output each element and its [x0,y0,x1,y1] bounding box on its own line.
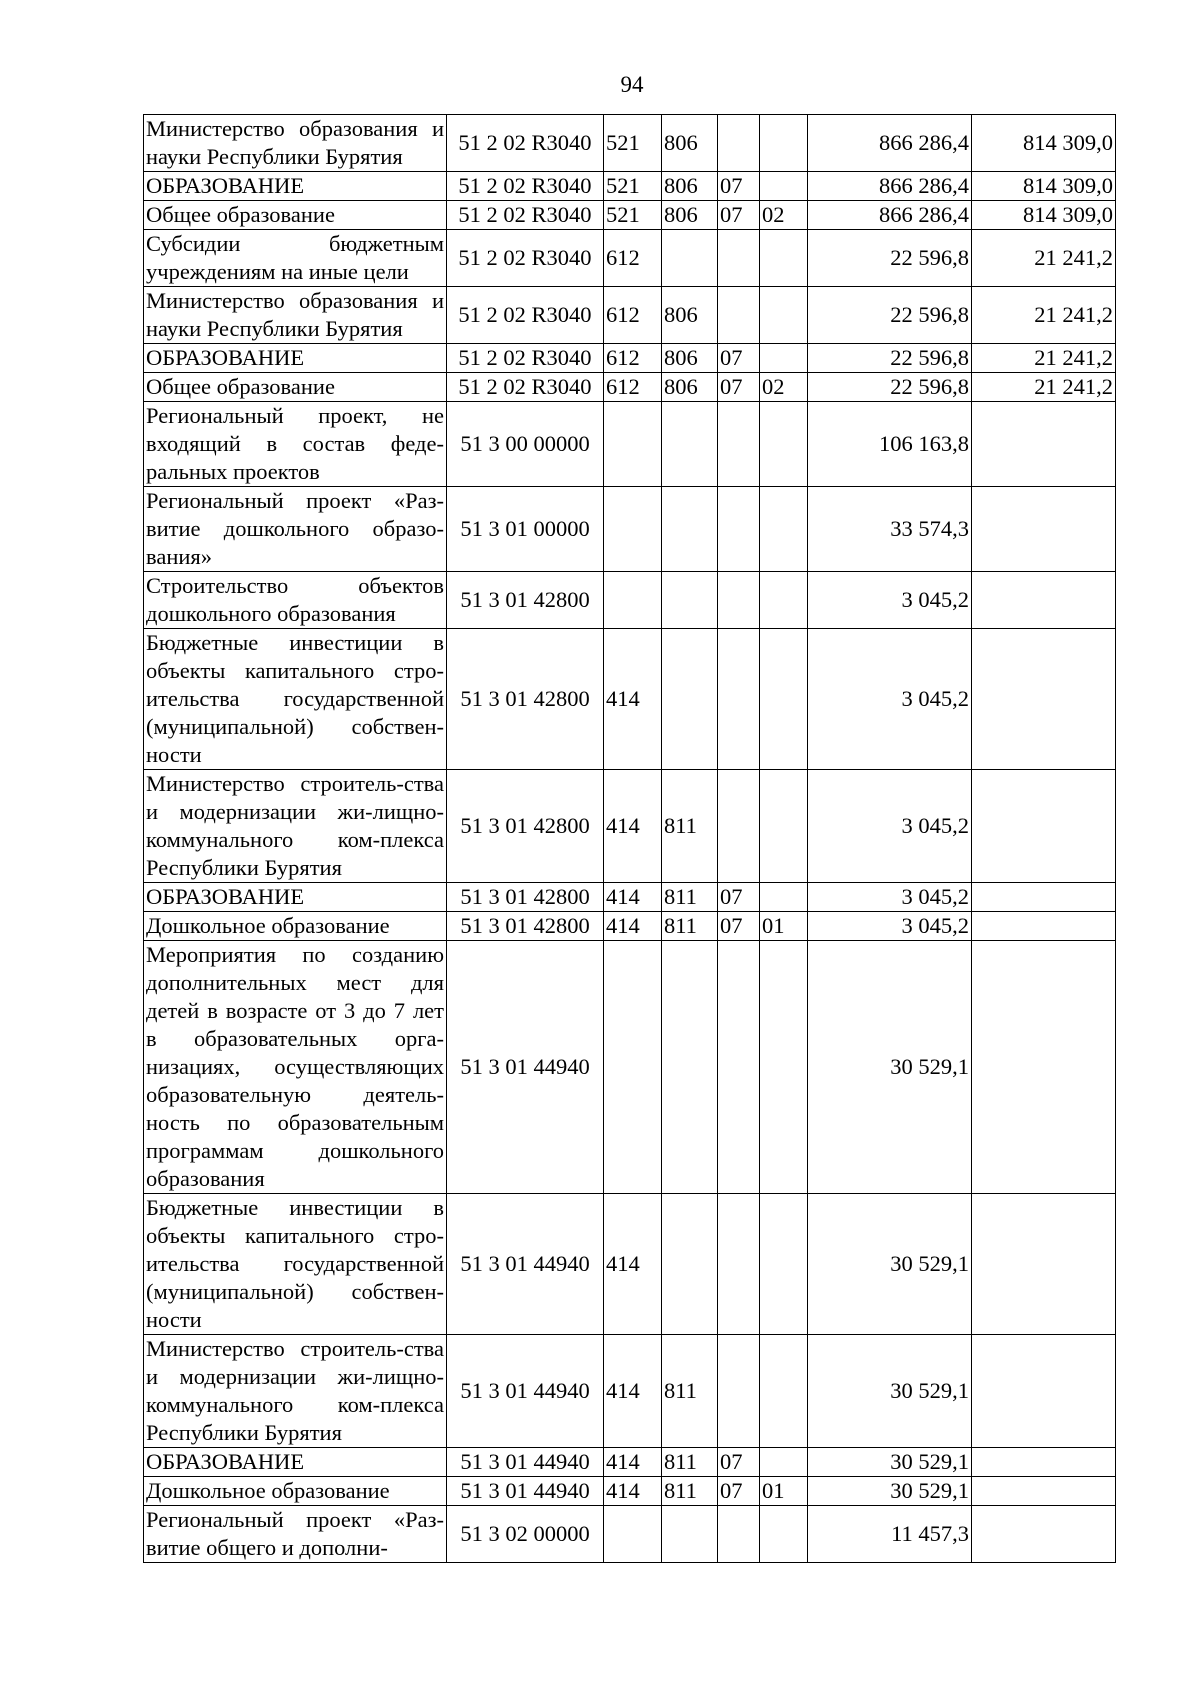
subsection-cell [760,344,808,373]
expense-type-cell: 414 [604,1194,662,1335]
target-article-cell: 51 3 02 00000 [447,1506,604,1563]
row-name-cell: Региональный проект «Раз-витие дошкольного образо-вания» [144,487,447,572]
amount-year1-cell: 30 529,1 [808,941,972,1194]
ministry-code-cell [662,1194,718,1335]
budget-table [143,114,1116,1563]
table-row [144,1448,1116,1477]
ministry-code-cell: 806 [662,373,718,402]
amount-year2-cell [972,1506,1116,1563]
ministry-code-cell: 811 [662,1477,718,1506]
row-name-cell: Министерство образования и науки Республики Бурятия [144,287,447,344]
amount-year1-cell: 3 045,2 [808,912,972,941]
expense-type-cell: 414 [604,1335,662,1448]
expense-type-cell [604,487,662,572]
ministry-code-cell: 806 [662,201,718,230]
ministry-code-cell [662,230,718,287]
section-cell: 07 [718,1477,760,1506]
amount-year1-cell: 3 045,2 [808,883,972,912]
subsection-cell [760,115,808,172]
row-name-cell: Мероприятия по созданию дополнительных мест для детей в возрасте от 3 до 7 лет в образовательных орга-низациях, осуществляющих образовательную деятель-ность по образовательным программам дошкольного образования [144,941,447,1194]
amount-year1-cell: 3 045,2 [808,770,972,883]
amount-year2-cell: 21 241,2 [972,344,1116,373]
row-name-cell: Бюджетные инвестиции в объекты капитального стро-ительства государственной (муниципальной) собствен-ности [144,1194,447,1335]
amount-year1-cell: 30 529,1 [808,1448,972,1477]
amount-year2-cell: 814 309,0 [972,115,1116,172]
amount-year1-cell: 11 457,3 [808,1506,972,1563]
table-row [144,373,1116,402]
subsection-cell: 02 [760,201,808,230]
subsection-cell [760,629,808,770]
section-cell: 07 [718,373,760,402]
table-row [144,172,1116,201]
amount-year2-cell [972,912,1116,941]
amount-year1-cell: 866 286,4 [808,172,972,201]
target-article-cell: 51 3 00 00000 [447,402,604,487]
expense-type-cell: 612 [604,373,662,402]
target-article-cell: 51 3 01 42800 [447,629,604,770]
table-row [144,287,1116,344]
row-name-cell: ОБРАЗОВАНИЕ [144,1448,447,1477]
section-cell [718,115,760,172]
table-row [144,941,1116,1194]
ministry-code-cell [662,941,718,1194]
expense-type-cell: 521 [604,172,662,201]
target-article-cell: 51 3 01 42800 [447,770,604,883]
amount-year2-cell [972,1335,1116,1448]
expense-type-cell [604,1506,662,1563]
row-name-cell: Строительство объектов дошкольного образования [144,572,447,629]
ministry-code-cell: 811 [662,1335,718,1448]
target-article-cell: 51 2 02 R3040 [447,201,604,230]
expense-type-cell: 414 [604,883,662,912]
expense-type-cell: 414 [604,1477,662,1506]
row-name-cell: ОБРАЗОВАНИЕ [144,172,447,201]
amount-year1-cell: 22 596,8 [808,373,972,402]
row-name-cell: Министерство строитель-ства и модернизации жи-лищно-коммунального ком-плекса Республики Бурятия [144,1335,447,1448]
section-cell [718,1335,760,1448]
row-name-cell: Дошкольное образование [144,912,447,941]
section-cell [718,487,760,572]
section-cell [718,572,760,629]
section-cell [718,1194,760,1335]
amount-year2-cell: 814 309,0 [972,172,1116,201]
amount-year1-cell: 22 596,8 [808,287,972,344]
subsection-cell [760,1448,808,1477]
table-row [144,201,1116,230]
row-name-cell: Министерство образования и науки Республики Бурятия [144,115,447,172]
amount-year1-cell: 30 529,1 [808,1194,972,1335]
ministry-code-cell: 806 [662,115,718,172]
subsection-cell [760,287,808,344]
amount-year1-cell: 3 045,2 [808,629,972,770]
amount-year2-cell [972,402,1116,487]
subsection-cell [760,883,808,912]
section-cell [718,941,760,1194]
ministry-code-cell: 811 [662,883,718,912]
row-name-cell: ОБРАЗОВАНИЕ [144,344,447,373]
row-name-cell: Министерство строитель-ства и модернизации жи-лищно-коммунального ком-плекса Республики Бурятия [144,770,447,883]
subsection-cell [760,770,808,883]
subsection-cell: 02 [760,373,808,402]
subsection-cell [760,230,808,287]
row-name-cell: ОБРАЗОВАНИЕ [144,883,447,912]
row-name-cell: Общее образование [144,201,447,230]
ministry-code-cell: 806 [662,172,718,201]
amount-year1-cell: 22 596,8 [808,344,972,373]
row-name-cell: Дошкольное образование [144,1477,447,1506]
expense-type-cell: 414 [604,629,662,770]
table-row [144,402,1116,487]
target-article-cell: 51 2 02 R3040 [447,172,604,201]
row-name-cell: Общее образование [144,373,447,402]
table-row [144,883,1116,912]
amount-year1-cell: 3 045,2 [808,572,972,629]
ministry-code-cell: 806 [662,287,718,344]
expense-type-cell: 414 [604,770,662,883]
section-cell: 07 [718,344,760,373]
target-article-cell: 51 3 01 42800 [447,572,604,629]
amount-year2-cell [972,1477,1116,1506]
amount-year2-cell [972,883,1116,912]
amount-year2-cell [972,572,1116,629]
section-cell [718,629,760,770]
subsection-cell [760,1194,808,1335]
table-row [144,230,1116,287]
row-name-cell: Региональный проект, не входящий в состав феде-ральных проектов [144,402,447,487]
row-name-cell: Региональный проект «Раз-витие общего и дополни- [144,1506,447,1563]
ministry-code-cell [662,629,718,770]
subsection-cell: 01 [760,1477,808,1506]
table-row [144,1477,1116,1506]
table-row [144,115,1116,172]
amount-year2-cell [972,770,1116,883]
ministry-code-cell: 811 [662,770,718,883]
amount-year2-cell [972,629,1116,770]
table-row [144,1506,1116,1563]
amount-year1-cell: 866 286,4 [808,201,972,230]
ministry-code-cell [662,487,718,572]
section-cell: 07 [718,201,760,230]
table-row [144,912,1116,941]
amount-year2-cell [972,941,1116,1194]
amount-year1-cell: 106 163,8 [808,402,972,487]
section-cell: 07 [718,912,760,941]
target-article-cell: 51 3 01 44940 [447,1477,604,1506]
target-article-cell: 51 2 02 R3040 [447,373,604,402]
target-article-cell: 51 3 01 42800 [447,912,604,941]
row-name-cell: Субсидии бюджетным учреждениям на иные цели [144,230,447,287]
section-cell: 07 [718,172,760,201]
ministry-code-cell [662,402,718,487]
amount-year2-cell: 814 309,0 [972,201,1116,230]
amount-year1-cell: 22 596,8 [808,230,972,287]
subsection-cell [760,941,808,1194]
ministry-code-cell: 806 [662,344,718,373]
ministry-code-cell [662,572,718,629]
table-row [144,572,1116,629]
page-number: 94 [620,72,644,97]
subsection-cell [760,572,808,629]
section-cell [718,230,760,287]
ministry-code-cell: 811 [662,912,718,941]
target-article-cell: 51 2 02 R3040 [447,287,604,344]
target-article-cell: 51 3 01 44940 [447,1335,604,1448]
expense-type-cell: 414 [604,912,662,941]
amount-year1-cell: 866 286,4 [808,115,972,172]
expense-type-cell [604,572,662,629]
expense-type-cell: 521 [604,115,662,172]
target-article-cell: 51 3 01 00000 [447,487,604,572]
section-cell: 07 [718,1448,760,1477]
subsection-cell [760,1335,808,1448]
amount-year1-cell: 30 529,1 [808,1335,972,1448]
target-article-cell: 51 3 01 44940 [447,1194,604,1335]
table-row [144,1194,1116,1335]
subsection-cell [760,402,808,487]
subsection-cell [760,1506,808,1563]
section-cell [718,287,760,344]
amount-year2-cell: 21 241,2 [972,230,1116,287]
expense-type-cell: 612 [604,344,662,373]
table-row [144,344,1116,373]
target-article-cell: 51 3 01 44940 [447,1448,604,1477]
table-row [144,770,1116,883]
subsection-cell: 01 [760,912,808,941]
subsection-cell [760,487,808,572]
row-name-cell: Бюджетные инвестиции в объекты капитального стро-ительства государственной (муниципальной) собствен-ности [144,629,447,770]
amount-year2-cell [972,487,1116,572]
target-article-cell: 51 3 01 42800 [447,883,604,912]
section-cell: 07 [718,883,760,912]
target-article-cell: 51 2 02 R3040 [447,344,604,373]
table-row [144,487,1116,572]
expense-type-cell: 521 [604,201,662,230]
target-article-cell: 51 2 02 R3040 [447,230,604,287]
expense-type-cell: 612 [604,287,662,344]
table-row [144,629,1116,770]
subsection-cell [760,172,808,201]
expense-type-cell: 612 [604,230,662,287]
section-cell [718,1506,760,1563]
expense-type-cell [604,402,662,487]
amount-year2-cell [972,1448,1116,1477]
ministry-code-cell: 811 [662,1448,718,1477]
target-article-cell: 51 2 02 R3040 [447,115,604,172]
expense-type-cell: 414 [604,1448,662,1477]
amount-year2-cell: 21 241,2 [972,373,1116,402]
table-row [144,1335,1116,1448]
target-article-cell: 51 3 01 44940 [447,941,604,1194]
section-cell [718,770,760,883]
ministry-code-cell [662,1506,718,1563]
section-cell [718,402,760,487]
amount-year1-cell: 30 529,1 [808,1477,972,1506]
amount-year1-cell: 33 574,3 [808,487,972,572]
expense-type-cell [604,941,662,1194]
amount-year2-cell: 21 241,2 [972,287,1116,344]
amount-year2-cell [972,1194,1116,1335]
